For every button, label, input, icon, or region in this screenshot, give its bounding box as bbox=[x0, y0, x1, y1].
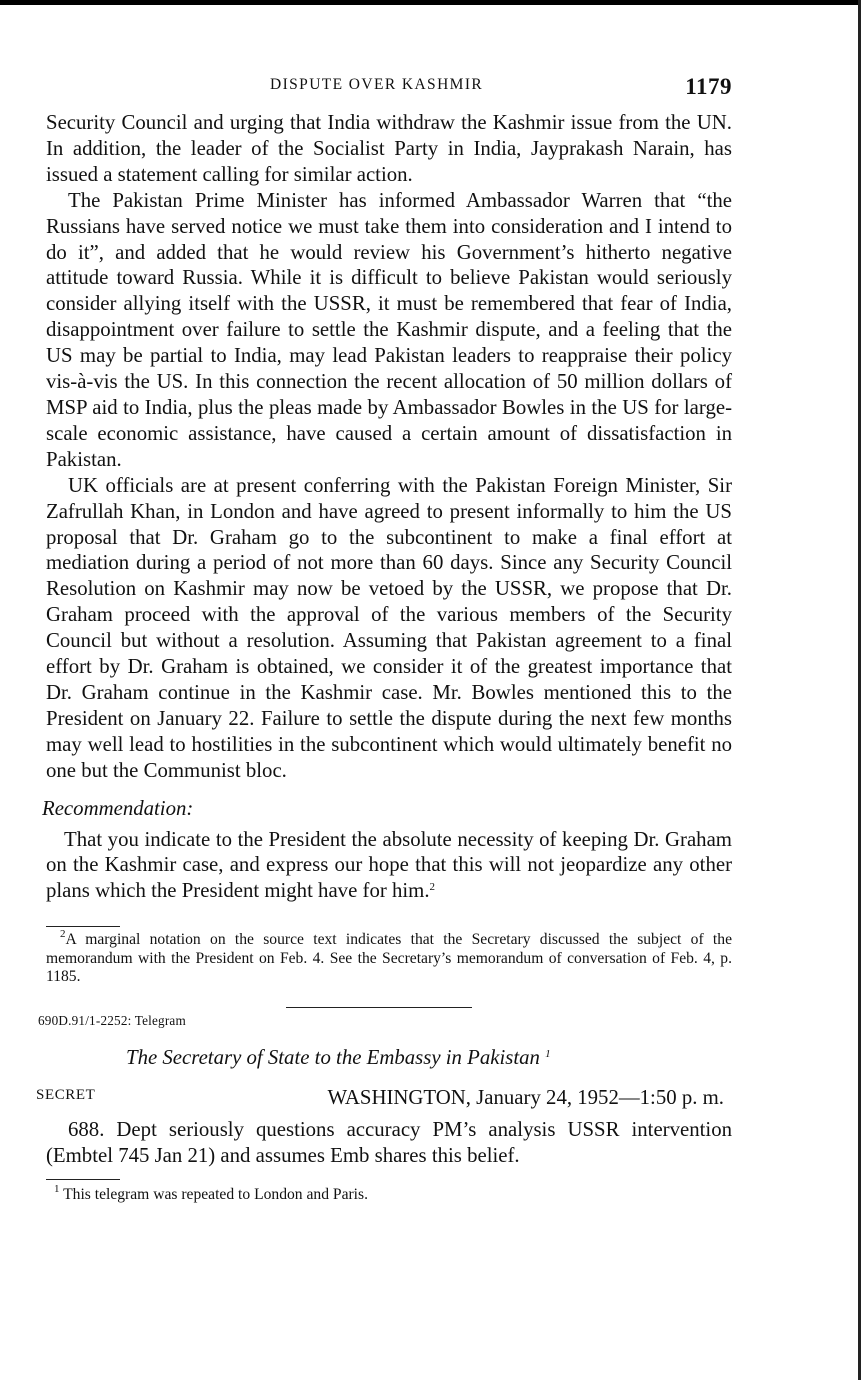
recommendation-text: That you indicate to the President the absolute necessity of keeping Dr. Graham on the Kashmir case, and express our hope that this will not jeopardize any other plans which the President might have for him. bbox=[46, 827, 732, 903]
telegram-dateline bbox=[36, 1085, 732, 1111]
telegram-title bbox=[46, 1045, 732, 1071]
recommendation-paragraph bbox=[46, 827, 732, 905]
document-page bbox=[36, 70, 732, 1204]
footnote-2-text: A marginal notation on the source text indicates that the Secretary discussed the subject of the memorandum with the President on Feb. 4. See the Secretary’s memorandum of conversation of Feb. 4, p. 1185. bbox=[46, 931, 732, 986]
footnote-reference-2: 2 bbox=[429, 881, 436, 894]
running-header bbox=[46, 70, 732, 110]
page-number: 1179 bbox=[685, 74, 732, 99]
file-reference: 690D.91/1-2252: Telegram bbox=[38, 1013, 186, 1029]
footnote-rule bbox=[46, 926, 120, 927]
classification-label: SECRET bbox=[36, 1087, 96, 1104]
running-title: DISPUTE OVER KASHMIR bbox=[270, 76, 484, 93]
footnote-rule-2 bbox=[46, 1179, 120, 1180]
telegram-title-text: The Secretary of State to the Embassy in Pakistan bbox=[126, 1046, 540, 1070]
footnote-2 bbox=[46, 928, 732, 987]
recommendation-heading: Recommendation: bbox=[42, 796, 194, 820]
footnote-1 bbox=[46, 1183, 732, 1204]
memo-paragraph-2: The Pakistan Prime Minister has informed Ambassador Warren that “the Russians have served notice we must take them into consideration and I intend to do it”, and added that he would review his Government’s hitherto negative attitude toward Russia. While it is difficult to believe Pakistan would seriously consider allying itself with the USSR, it must be remembered that fear of India, disappointment over failure to settle the Kashmir dispute, and a feeling that the US may be partial to India, may lead Pakistan leaders to reappraise their policy vis-à-vis the US. In this connection the recent allocation of 50 million dollars of MSP aid to India, plus the pleas made by Ambassador Bowles in the US for large-scale economic assistance, have caused a certain amount of dissatisfaction in Pakistan. bbox=[46, 188, 732, 471]
footnote-reference-1: 1 bbox=[545, 1048, 551, 1061]
memo-paragraph-3: UK officials are at present conferring with the Pakistan Foreign Minister, Sir Zafrullah Khan, in London and have agreed to present informally to him the US proposal that Dr. Graham go to the subcontinent to make a final effort at mediation during a period of not more than 60 days. Since any Security Council Resolution on Kashmir may now be vetoed by the USSR, we propose that Dr. Graham proceed with the approval of the various members of the Security Council but without a resolution. Assuming that Pakistan agreement to a final effort by Dr. Graham is obtained, we consider it of the greatest importance that Dr. Graham continue in the Kashmir case. Mr. Bowles mentioned this to the President on January 22. Failure to settle the dispute during the next few months may well lead to hostilities in the subcontinent which would ultimately benefit no one but the Communist bloc. bbox=[46, 473, 732, 782]
top-edge-rule bbox=[0, 0, 861, 5]
telegram-text: 688. Dept seriously questions accuracy PM’s analysis USSR intervention (Embtel 745 Jan 21) and assumes Emb shares this belief. bbox=[46, 1118, 732, 1168]
footnote-2-mark: 2 bbox=[60, 928, 66, 941]
document-divider bbox=[38, 1007, 732, 1029]
footnote-1-mark: 1 bbox=[54, 1183, 60, 1196]
footnote-1-text: This telegram was repeated to London and Paris. bbox=[63, 1186, 368, 1204]
dateline-text: WASHINGTON, January 24, 1952—1:50 p. m. bbox=[327, 1086, 724, 1110]
section-rule bbox=[286, 1007, 472, 1008]
memo-paragraph-1: Security Council and urging that India withdraw the Kashmir issue from the UN. In addition, the leader of the Socialist Party in India, Jayprakash Narain, has issued a statement calling for similar action. bbox=[46, 111, 732, 186]
